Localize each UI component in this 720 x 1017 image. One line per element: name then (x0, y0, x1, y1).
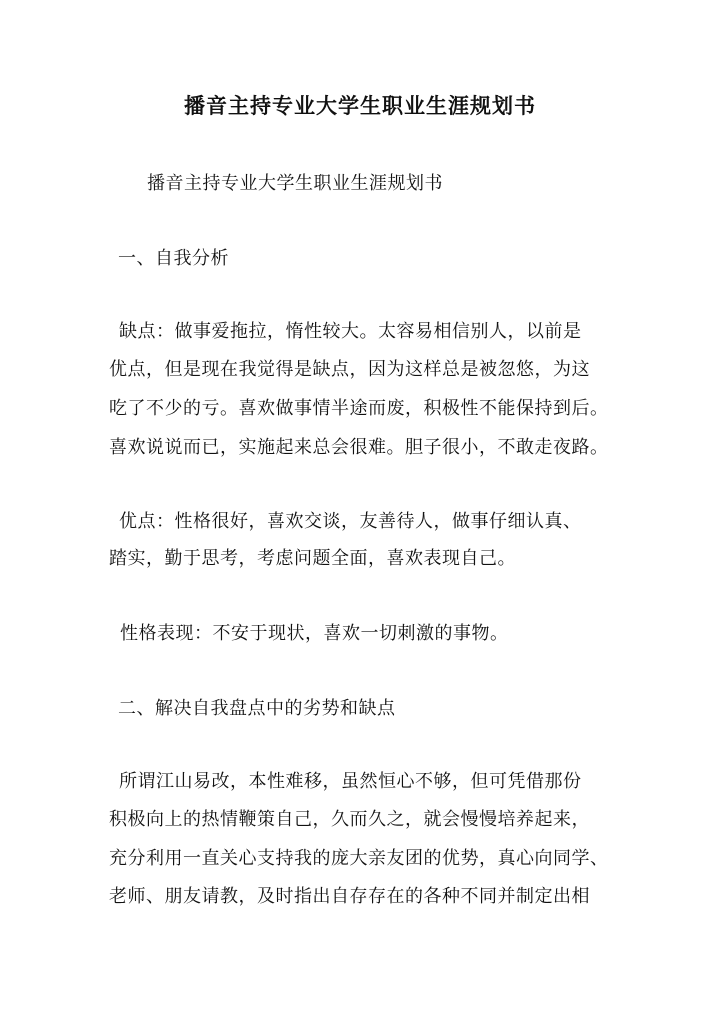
weakness-line-4: 喜欢说说而已，实施起来总会很难。胆子很小，不敢走夜路。 (109, 437, 609, 458)
weakness-line-3: 吃了不少的亏。喜欢做事情半途而废，积极性不能保持到后。 (109, 398, 609, 419)
document-title: 播音主持专业大学生职业生涯规划书 (184, 93, 536, 118)
solution-line-3: 充分利用一直关心支持我的庞大亲友团的优势，真心向同学、 (109, 848, 609, 869)
personality-line: 性格表现：不安于现状，喜欢一切刺激的事物。 (120, 623, 509, 644)
strength-line-1: 优点：性格很好，喜欢交谈，友善待人，做事仔细认真、 (119, 511, 582, 532)
strength-line-2: 踏实，勤于思考，考虑问题全面，喜欢表现自己。 (109, 548, 516, 569)
document-subtitle: 播音主持专业大学生职业生涯规划书 (147, 173, 443, 194)
weakness-line-2: 优点，但是现在我觉得是缺点，因为这样总是被忽悠，为这 (109, 359, 590, 380)
section-heading-self-analysis: 一、自我分析 (118, 248, 229, 269)
solution-line-4: 老师、朋友请教，及时指出自存存在的各种不同并制定出相 (109, 886, 590, 907)
weakness-line-1: 缺点：做事爱拖拉，惰性较大。太容易相信别人，以前是 (119, 321, 582, 342)
solution-line-1: 所谓江山易改，本性难移，虽然恒心不够，但可凭借那份 (119, 771, 582, 792)
solution-line-2: 积极向上的热情鞭策自己，久而久之，就会慢慢培养起来， (109, 809, 590, 830)
section-heading-solutions: 二、解决自我盘点中的劣势和缺点 (118, 698, 396, 719)
